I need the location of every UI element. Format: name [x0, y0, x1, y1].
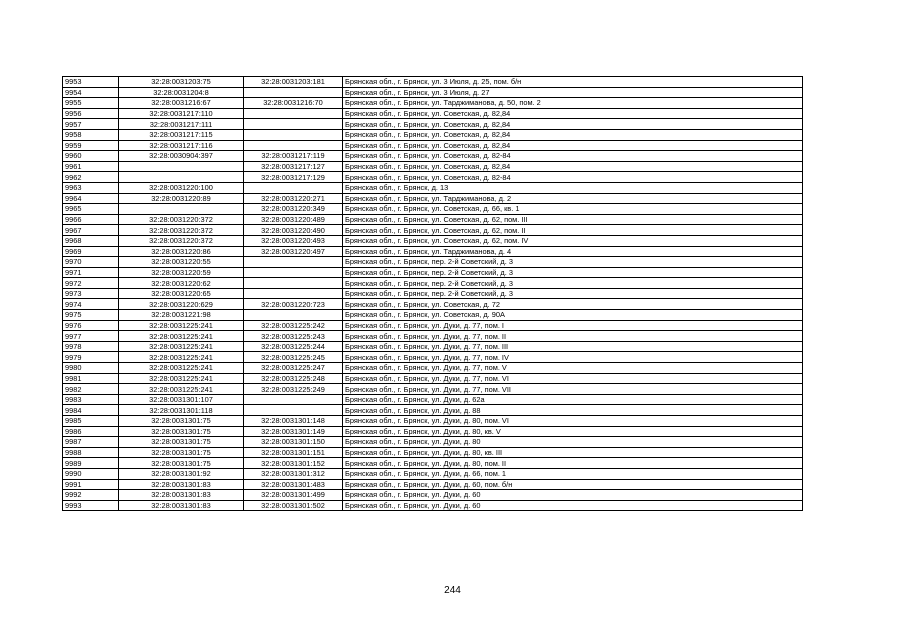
address-cell: Брянская обл., г. Брянск, ул. Советская, д. 90А [343, 310, 803, 321]
object-cadastral-number-cell: 32:28:0031217:119 [244, 151, 343, 162]
table-row [63, 468, 803, 479]
object-cadastral-number-cell: 32:28:0031220:489 [244, 214, 343, 225]
address-cell: Брянская обл., г. Брянск, ул. Дуки, д. 80, пом. II [343, 458, 803, 469]
address-cell: Брянская обл., г. Брянск, ул. Дуки, д. 77, пом. II [343, 331, 803, 342]
table-row [63, 182, 803, 193]
row-number-cell: 9981 [63, 373, 119, 384]
address-cell: Брянская обл., г. Брянск, ул. Тарджиманова, д. 2 [343, 193, 803, 204]
object-cadastral-number-cell: 32:28:0031225:243 [244, 331, 343, 342]
land-cadastral-number-cell: 32:28:0031220:86 [119, 246, 244, 257]
address-cell: Брянская обл., г. Брянск, ул. Советская, д. 62, пом. III [343, 214, 803, 225]
object-cadastral-number-cell [244, 310, 343, 321]
address-cell: Брянская обл., г. Брянск, ул. Дуки, д. 80, кв. III [343, 447, 803, 458]
address-cell: Брянская обл., г. Брянск, пер. 2-й Советский, д. 3 [343, 278, 803, 289]
land-cadastral-number-cell: 32:28:0031220:55 [119, 257, 244, 268]
land-cadastral-number-cell: 32:28:0031301:92 [119, 468, 244, 479]
row-number-cell: 9955 [63, 98, 119, 109]
address-cell: Брянская обл., г. Брянск, ул. Советская, д. 82,84 [343, 140, 803, 151]
row-number-cell: 9958 [63, 129, 119, 140]
page-number: 244 [444, 585, 461, 596]
table-row [63, 257, 803, 268]
row-number-cell: 9983 [63, 394, 119, 405]
land-cadastral-number-cell: 32:28:0031220:372 [119, 235, 244, 246]
object-cadastral-number-cell: 32:28:0031220:497 [244, 246, 343, 257]
land-cadastral-number-cell: 32:28:0031301:75 [119, 447, 244, 458]
land-cadastral-number-cell: 32:28:0031225:241 [119, 363, 244, 374]
land-cadastral-number-cell: 32:28:0031301:75 [119, 416, 244, 427]
table-row [63, 278, 803, 289]
object-cadastral-number-cell: 32:28:0031301:150 [244, 437, 343, 448]
object-cadastral-number-cell: 32:28:0031220:723 [244, 299, 343, 310]
address-cell: Брянская обл., г. Брянск, ул. Дуки, д. 66, пом. 1 [343, 468, 803, 479]
address-cell: Брянская обл., г. Брянск, ул. Дуки, д. 77, пом. III [343, 341, 803, 352]
address-cell: Брянская обл., г. Брянск, ул. Советская, д. 62, пом. II [343, 225, 803, 236]
land-cadastral-number-cell: 32:28:0031301:107 [119, 394, 244, 405]
table-row [63, 405, 803, 416]
row-number-cell: 9980 [63, 363, 119, 374]
object-cadastral-number-cell [244, 140, 343, 151]
land-cadastral-number-cell: 32:28:0031217:110 [119, 108, 244, 119]
table-row [63, 288, 803, 299]
object-cadastral-number-cell: 32:28:0031301:152 [244, 458, 343, 469]
address-cell: Брянская обл., г. Брянск, ул. Дуки, д. 60 [343, 500, 803, 511]
row-number-cell: 9976 [63, 320, 119, 331]
table-row [63, 151, 803, 162]
table-row [63, 161, 803, 172]
address-cell: Брянская обл., г. Брянск, ул. Дуки, д. 77, пом. V [343, 363, 803, 374]
row-number-cell: 9987 [63, 437, 119, 448]
land-cadastral-number-cell: 32:28:0031220:372 [119, 214, 244, 225]
land-cadastral-number-cell: 32:28:0031301:75 [119, 458, 244, 469]
address-cell: Брянская обл., г. Брянск, ул. Советская, д. 82-84 [343, 151, 803, 162]
land-cadastral-number-cell: 32:28:0031225:241 [119, 373, 244, 384]
table-row [63, 426, 803, 437]
land-cadastral-number-cell: 32:28:0031225:241 [119, 352, 244, 363]
object-cadastral-number-cell: 32:28:0031301:151 [244, 447, 343, 458]
address-cell: Брянская обл., г. Брянск, ул. Советская, д. 82,84 [343, 108, 803, 119]
object-cadastral-number-cell: 32:28:0031220:493 [244, 235, 343, 246]
address-cell: Брянская обл., г. Брянск, ул. Советская, д. 82-84 [343, 172, 803, 183]
address-cell: Брянская обл., г. Брянск, ул. Советская, д. 82,84 [343, 129, 803, 140]
land-cadastral-number-cell: 32:28:0030904:397 [119, 151, 244, 162]
table-row [63, 108, 803, 119]
object-cadastral-number-cell [244, 182, 343, 193]
row-number-cell: 9993 [63, 500, 119, 511]
row-number-cell: 9989 [63, 458, 119, 469]
row-number-cell: 9978 [63, 341, 119, 352]
row-number-cell: 9979 [63, 352, 119, 363]
land-cadastral-number-cell: 32:28:0031216:67 [119, 98, 244, 109]
row-number-cell: 9982 [63, 384, 119, 395]
table-row [63, 87, 803, 98]
table-row [63, 416, 803, 427]
object-cadastral-number-cell [244, 405, 343, 416]
land-cadastral-number-cell [119, 161, 244, 172]
table-row [63, 447, 803, 458]
address-cell: Брянская обл., г. Брянск, ул. Советская, д. 82,84 [343, 161, 803, 172]
land-cadastral-number-cell: 32:28:0031301:83 [119, 479, 244, 490]
object-cadastral-number-cell [244, 394, 343, 405]
table-row [63, 77, 803, 88]
address-cell: Брянская обл., г. Брянск, ул. Дуки, д. 80 [343, 437, 803, 448]
address-cell: Брянская обл., г. Брянск, ул. Советская, д. 82,84 [343, 119, 803, 130]
address-cell: Брянская обл., г. Брянск, ул. Дуки, д. 77, пом. I [343, 320, 803, 331]
table-row [63, 352, 803, 363]
row-number-cell: 9959 [63, 140, 119, 151]
address-cell: Брянская обл., г. Брянск, ул. Дуки, д. 60 [343, 490, 803, 501]
address-cell: Брянская обл., г. Брянск, ул. Дуки, д. 62а [343, 394, 803, 405]
land-cadastral-number-cell: 32:28:0031301:118 [119, 405, 244, 416]
row-number-cell: 9956 [63, 108, 119, 119]
land-cadastral-number-cell: 32:28:0031301:75 [119, 437, 244, 448]
address-cell: Брянская обл., г. Брянск, ул. 3 Июля, д. 25, пом. б/н [343, 77, 803, 88]
row-number-cell: 9977 [63, 331, 119, 342]
address-cell: Брянская обл., г. Брянск, пер. 2-й Советский, д. 3 [343, 257, 803, 268]
table-row [63, 98, 803, 109]
row-number-cell: 9971 [63, 267, 119, 278]
object-cadastral-number-cell: 32:28:0031220:271 [244, 193, 343, 204]
row-number-cell: 9963 [63, 182, 119, 193]
table-row [63, 172, 803, 183]
address-cell: Брянская обл., г. Брянск, ул. Дуки, д. 77, пом. IV [343, 352, 803, 363]
address-cell: Брянская обл., г. Брянск, ул. Дуки, д. 88 [343, 405, 803, 416]
row-number-cell: 9973 [63, 288, 119, 299]
address-cell: Брянская обл., г. Брянск, ул. Советская, д. 72 [343, 299, 803, 310]
table-row [63, 129, 803, 140]
object-cadastral-number-cell: 32:28:0031225:242 [244, 320, 343, 331]
land-cadastral-number-cell: 32:28:0031225:241 [119, 341, 244, 352]
address-cell: Брянская обл., г. Брянск, ул. Дуки, д. 80, кв. V [343, 426, 803, 437]
land-cadastral-number-cell: 32:28:0031220:62 [119, 278, 244, 289]
registry-table [62, 76, 803, 511]
object-cadastral-number-cell: 32:28:0031301:502 [244, 500, 343, 511]
address-cell: Брянская обл., г. Брянск, ул. Дуки, д. 77, пом. VII [343, 384, 803, 395]
land-cadastral-number-cell: 32:28:0031225:241 [119, 384, 244, 395]
table-row [63, 500, 803, 511]
land-cadastral-number-cell [119, 172, 244, 183]
table-row [63, 214, 803, 225]
land-cadastral-number-cell: 32:28:0031220:372 [119, 225, 244, 236]
address-cell: Брянская обл., г. Брянск, д. 13 [343, 182, 803, 193]
land-cadastral-number-cell: 32:28:0031221:98 [119, 310, 244, 321]
land-cadastral-number-cell: 32:28:0031217:116 [119, 140, 244, 151]
object-cadastral-number-cell [244, 119, 343, 130]
row-number-cell: 9974 [63, 299, 119, 310]
object-cadastral-number-cell [244, 278, 343, 289]
row-number-cell: 9968 [63, 235, 119, 246]
row-number-cell: 9957 [63, 119, 119, 130]
address-cell: Брянская обл., г. Брянск, пер. 2-й Советский, д. 3 [343, 288, 803, 299]
object-cadastral-number-cell [244, 257, 343, 268]
table-row [63, 193, 803, 204]
table-row [63, 235, 803, 246]
table-row [63, 320, 803, 331]
table-row [63, 341, 803, 352]
row-number-cell: 9992 [63, 490, 119, 501]
table-row [63, 458, 803, 469]
land-cadastral-number-cell: 32:28:0031217:111 [119, 119, 244, 130]
table-row [63, 490, 803, 501]
row-number-cell: 9988 [63, 447, 119, 458]
land-cadastral-number-cell: 32:28:0031301:83 [119, 500, 244, 511]
table-row [63, 373, 803, 384]
object-cadastral-number-cell: 32:28:0031301:312 [244, 468, 343, 479]
land-cadastral-number-cell: 32:28:0031220:100 [119, 182, 244, 193]
object-cadastral-number-cell [244, 129, 343, 140]
object-cadastral-number-cell: 32:28:0031301:499 [244, 490, 343, 501]
registry-table-body [63, 77, 803, 511]
object-cadastral-number-cell: 32:28:0031225:247 [244, 363, 343, 374]
land-cadastral-number-cell: 32:28:0031203:75 [119, 77, 244, 88]
object-cadastral-number-cell: 32:28:0031225:245 [244, 352, 343, 363]
object-cadastral-number-cell: 32:28:0031217:127 [244, 161, 343, 172]
object-cadastral-number-cell: 32:28:0031225:248 [244, 373, 343, 384]
table-row [63, 140, 803, 151]
row-number-cell: 9991 [63, 479, 119, 490]
row-number-cell: 9964 [63, 193, 119, 204]
object-cadastral-number-cell: 32:28:0031203:181 [244, 77, 343, 88]
object-cadastral-number-cell: 32:28:0031301:149 [244, 426, 343, 437]
table-row [63, 119, 803, 130]
row-number-cell: 9961 [63, 161, 119, 172]
row-number-cell: 9986 [63, 426, 119, 437]
table-row [63, 384, 803, 395]
object-cadastral-number-cell: 32:28:0031301:148 [244, 416, 343, 427]
row-number-cell: 9960 [63, 151, 119, 162]
row-number-cell: 9970 [63, 257, 119, 268]
row-number-cell: 9990 [63, 468, 119, 479]
table-row [63, 331, 803, 342]
row-number-cell: 9972 [63, 278, 119, 289]
land-cadastral-number-cell [119, 204, 244, 215]
table-row [63, 225, 803, 236]
object-cadastral-number-cell: 32:28:0031220:490 [244, 225, 343, 236]
object-cadastral-number-cell: 32:28:0031301:483 [244, 479, 343, 490]
object-cadastral-number-cell [244, 108, 343, 119]
object-cadastral-number-cell [244, 267, 343, 278]
land-cadastral-number-cell: 32:28:0031220:59 [119, 267, 244, 278]
row-number-cell: 9967 [63, 225, 119, 236]
address-cell: Брянская обл., г. Брянск, ул. Дуки, д. 80, пом. VI [343, 416, 803, 427]
table-row [63, 437, 803, 448]
address-cell: Брянская обл., г. Брянск, ул. Тарджиманова, д. 4 [343, 246, 803, 257]
row-number-cell: 9966 [63, 214, 119, 225]
land-cadastral-number-cell: 32:28:0031225:241 [119, 331, 244, 342]
land-cadastral-number-cell: 32:28:0031225:241 [119, 320, 244, 331]
address-cell: Брянская обл., г. Брянск, пер. 2-й Советский, д. 3 [343, 267, 803, 278]
object-cadastral-number-cell: 32:28:0031225:244 [244, 341, 343, 352]
row-number-cell: 9969 [63, 246, 119, 257]
land-cadastral-number-cell: 32:28:0031217:115 [119, 129, 244, 140]
row-number-cell: 9975 [63, 310, 119, 321]
table-row [63, 310, 803, 321]
object-cadastral-number-cell: 32:28:0031225:249 [244, 384, 343, 395]
object-cadastral-number-cell [244, 288, 343, 299]
address-cell: Брянская обл., г. Брянск, ул. Дуки, д. 77, пом. VI [343, 373, 803, 384]
table-row [63, 267, 803, 278]
land-cadastral-number-cell: 32:28:0031220:89 [119, 193, 244, 204]
address-cell: Брянская обл., г. Брянск, ул. Советская, д. 62, пом. IV [343, 235, 803, 246]
table-row [63, 394, 803, 405]
land-cadastral-number-cell: 32:28:0031220:629 [119, 299, 244, 310]
row-number-cell: 9954 [63, 87, 119, 98]
address-cell: Брянская обл., г. Брянск, ул. 3 Июля, д. 27 [343, 87, 803, 98]
object-cadastral-number-cell: 32:28:0031216:70 [244, 98, 343, 109]
land-cadastral-number-cell: 32:28:0031301:75 [119, 426, 244, 437]
address-cell: Брянская обл., г. Брянск, ул. Тарджиманова, д. 50, пом. 2 [343, 98, 803, 109]
object-cadastral-number-cell: 32:28:0031220:349 [244, 204, 343, 215]
row-number-cell: 9962 [63, 172, 119, 183]
row-number-cell: 9984 [63, 405, 119, 416]
land-cadastral-number-cell: 32:28:0031301:83 [119, 490, 244, 501]
object-cadastral-number-cell: 32:28:0031217:129 [244, 172, 343, 183]
table-row [63, 479, 803, 490]
row-number-cell: 9965 [63, 204, 119, 215]
row-number-cell: 9953 [63, 77, 119, 88]
land-cadastral-number-cell: 32:28:0031220:65 [119, 288, 244, 299]
address-cell: Брянская обл., г. Брянск, ул. Советская, д. 66, кв. 1 [343, 204, 803, 215]
land-cadastral-number-cell: 32:28:0031204:8 [119, 87, 244, 98]
table-row [63, 363, 803, 374]
table-row [63, 204, 803, 215]
row-number-cell: 9985 [63, 416, 119, 427]
address-cell: Брянская обл., г. Брянск, ул. Дуки, д. 60, пом. б/н [343, 479, 803, 490]
table-row [63, 299, 803, 310]
object-cadastral-number-cell [244, 87, 343, 98]
table-row [63, 246, 803, 257]
